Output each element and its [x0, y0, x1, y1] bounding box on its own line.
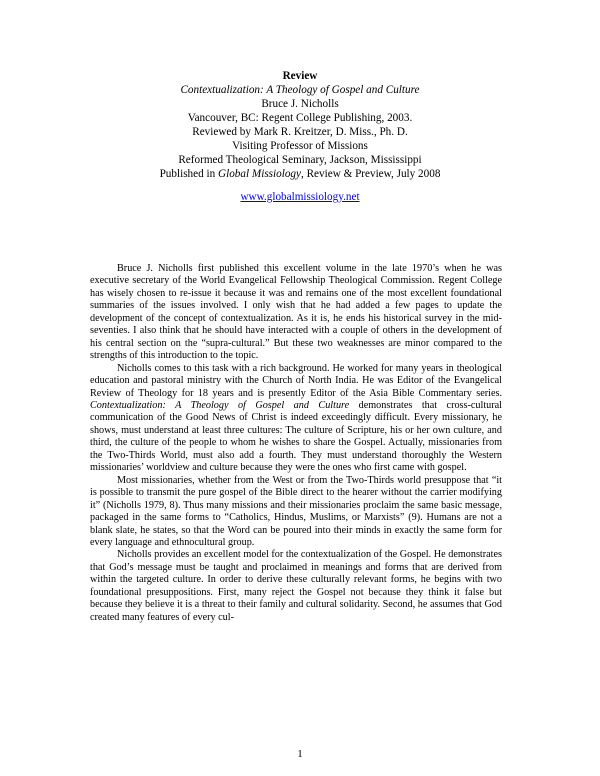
review-title: Review [282, 70, 318, 82]
paragraph-2-book-title: Contextualization: A Theology of Gospel and Culture [90, 399, 350, 411]
paragraph-2-part-2: demonstrates that cross-cultural communication of the Good News of Christ is indeed exceedingly difficult. Every missionary, he shows, must understand at least three cultures: The culture of Scripture, his or her own culture, and third, the culture of the people to whom he wishes to share the Gospel. Actually, missionaries from the Two-Thirds World, must also add a fourth. They must understand thoroughly the Western missionaries’ worldview and culture because they were the ones who first came with gospel. [90, 399, 502, 474]
page-number: 1 [297, 748, 303, 760]
publication-suffix: , Review & Preview, July 2008 [301, 168, 441, 180]
publication-prefix: Published in [159, 168, 219, 180]
book-author: Bruce J. Nicholls [261, 98, 339, 110]
paragraph-1: Bruce J. Nicholls first published this excellent volume in the late 1970’s when he was executive secretary of the World Evangelical Fellowship Theological Commission. Regent College has wisely chosen to re-issue it because it was and remains one of the most excellent foundational summaries of the issues involved. I only wish that he had added a few pages to update the development of the concept of contextualization. As it is, he ends his historical survey in the mid-seventies. I also think that he should have interacted with a couple of others in the development of his central section on the “supra-cultural.” But these two weaknesses are minor compared to the strengths of this introduction to the topic. [90, 263, 502, 362]
review-body [90, 263, 502, 624]
paragraph-3: Most missionaries, whether from the West or from the Two-Thirds world presuppose that “it is possible to transmit the pure gospel of the Bible direct to the hearer without the carrier modifying it” (Nicholls 1979, 8). Thus many missions and their missionaries proclaim the same basic message, packaged in the same forms to “Catholics, Hindus, Muslims, or Marxists” (9). Humans are not a blank slate, he states, so that the Word can be poured into their minds in exactly the same form for every language and ethnocultural group. [90, 474, 502, 548]
website-link[interactable]: www.globalmissiology.net [240, 191, 360, 203]
reviewer-position: Visiting Professor of Missions [232, 140, 368, 152]
publisher-line: Vancouver, BC: Regent College Publishing, 2003. [187, 112, 413, 124]
book-title: Contextualization: A Theology of Gospel and Culture [180, 84, 420, 96]
review-header [0, 69, 600, 204]
journal-name: Global Missiology [218, 168, 301, 180]
publication-line [0, 167, 600, 181]
reviewer-institution: Reformed Theological Seminary, Jackson, Mississippi [178, 154, 422, 166]
paragraph-4: Nicholls provides an excellent model for the contextualization of the Gospel. He demonstrates that God’s message must be taught and proclaimed in meanings and forms that are derived from within the targeted culture. In order to derive these culturally relevant forms, he begins with two foundational presuppositions. First, many reject the Gospel not because they think it false but because they believe it is a threat to their family and cultural solidarity. Second, he assumes that God created many features of every cul- [90, 549, 502, 623]
paragraph-2-part-1: Nicholls comes to this task with a rich background. He worked for many years in theological education and pastoral ministry with the Church of North India. He was Editor of the Evangelical Review of Theology for 18 years and is presently Editor of the Asia Bible Commentary series. [90, 362, 502, 399]
reviewer-line: Reviewed by Mark R. Kreitzer, D. Miss., Ph. D. [192, 126, 408, 138]
paragraph-2 [90, 363, 502, 475]
